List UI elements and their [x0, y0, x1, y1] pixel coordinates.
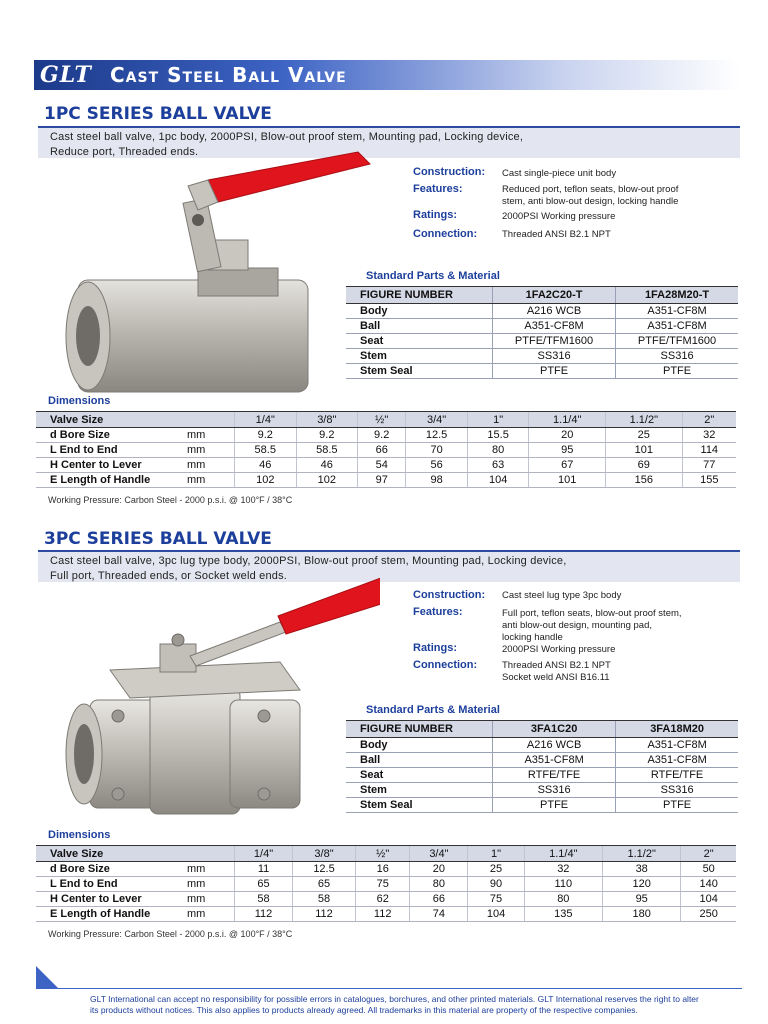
parts-header-cell: 1FA2C20-T — [493, 287, 616, 304]
table-row — [346, 304, 738, 319]
table-row — [36, 428, 736, 443]
dim-unit: mm — [183, 877, 235, 892]
dims-header-cell: 3/8" — [293, 846, 356, 862]
dim-value: 101 — [606, 443, 683, 458]
dim-value: 38 — [603, 862, 681, 877]
part-material: RTFE/TFE — [616, 768, 738, 783]
features-label: Features: — [413, 183, 463, 195]
table-row — [346, 334, 738, 349]
dim-value: 112 — [356, 907, 410, 922]
features-value-2: stem, anti blow-out design, locking handle — [502, 196, 679, 207]
dim-unit: mm — [183, 443, 235, 458]
dims-header-cell: ½" — [358, 412, 406, 428]
dim-value: 101 — [529, 473, 606, 488]
table-row — [346, 768, 738, 783]
part-material: PTFE/TFM1600 — [493, 334, 616, 349]
dim-value: 56 — [406, 458, 468, 473]
dims-header-cell: Valve Size — [36, 846, 183, 862]
part-material: PTFE — [616, 364, 738, 379]
part-material: RTFE/TFE — [493, 768, 616, 783]
table-row — [346, 319, 738, 334]
dims-header-cell: 1.1/4" — [524, 846, 602, 862]
part-material: SS316 — [493, 349, 616, 364]
dim-value: 66 — [410, 892, 468, 907]
table-row — [346, 349, 738, 364]
dim-value: 12.5 — [293, 862, 356, 877]
part-name: Body — [346, 738, 493, 753]
part-material: A351-CF8M — [616, 738, 738, 753]
dim-value: 104 — [681, 892, 736, 907]
desc-line-2: Reduce port, Threaded ends. — [50, 146, 199, 158]
table-row — [346, 364, 738, 379]
dims-header-cell: 1/4" — [235, 412, 297, 428]
dims-header-cell: 1.1/2" — [603, 846, 681, 862]
parts-header-cell: 3FA1C20 — [493, 721, 616, 738]
part-material: A216 WCB — [493, 304, 616, 319]
dim-value: 15.5 — [467, 428, 529, 443]
dim-label: H Center to Lever — [36, 458, 183, 473]
dim-value: 110 — [524, 877, 602, 892]
features-value-2: anti blow-out design, mounting pad, — [502, 620, 652, 631]
part-material: A351-CF8M — [616, 319, 738, 334]
dim-value: 120 — [603, 877, 681, 892]
dim-value: 250 — [681, 907, 736, 922]
dimensions-table-3pc — [36, 845, 736, 922]
section-3pc-title: 3PC SERIES BALL VALVE — [44, 529, 272, 549]
dim-value: 155 — [682, 473, 736, 488]
part-name: Ball — [346, 753, 493, 768]
dim-unit: mm — [183, 428, 235, 443]
dimensions-table-1pc — [36, 411, 736, 488]
dim-value: 20 — [410, 862, 468, 877]
parts-title: Standard Parts & Material — [366, 270, 500, 282]
part-name: Stem Seal — [346, 798, 493, 813]
dim-value: 75 — [356, 877, 410, 892]
dims-header-cell: 3/4" — [410, 846, 468, 862]
dims-header-cell: 2" — [681, 846, 736, 862]
table-row — [346, 753, 738, 768]
table-row — [36, 862, 736, 877]
dim-value: 9.2 — [296, 428, 358, 443]
dim-value: 135 — [524, 907, 602, 922]
dim-value: 67 — [529, 458, 606, 473]
dim-value: 114 — [682, 443, 736, 458]
dim-unit: mm — [183, 907, 235, 922]
dims-header-cell: ½" — [356, 846, 410, 862]
dim-value: 16 — [356, 862, 410, 877]
part-material: SS316 — [493, 783, 616, 798]
dim-value: 20 — [529, 428, 606, 443]
table-row — [346, 798, 738, 813]
dim-value: 50 — [681, 862, 736, 877]
dim-value: 66 — [358, 443, 406, 458]
dim-value: 9.2 — [235, 428, 297, 443]
dim-value: 58 — [235, 892, 293, 907]
dim-value: 74 — [410, 907, 468, 922]
dim-value: 80 — [410, 877, 468, 892]
dimensions-title: Dimensions — [48, 829, 111, 841]
dim-label: d Bore Size — [36, 428, 183, 443]
dim-value: 70 — [406, 443, 468, 458]
part-name: Ball — [346, 319, 493, 334]
dim-unit: mm — [183, 892, 235, 907]
table-row — [36, 443, 736, 458]
construction-value: Cast steel lug type 3pc body — [502, 590, 622, 601]
ratings-label: Ratings: — [413, 209, 457, 221]
dim-value: 97 — [358, 473, 406, 488]
table-row — [36, 907, 736, 922]
features-value-1: Full port, teflon seats, blow-out proof stem, — [502, 608, 682, 619]
construction-label: Construction: — [413, 589, 486, 601]
dim-value: 104 — [468, 907, 524, 922]
dim-value: 25 — [606, 428, 683, 443]
dim-value: 75 — [468, 892, 524, 907]
ratings-value: 2000PSI Working pressure — [502, 211, 616, 222]
part-material: PTFE/TFM1600 — [616, 334, 738, 349]
connection-label: Connection: — [413, 659, 478, 671]
dim-label: L End to End — [36, 443, 183, 458]
dim-unit: mm — [183, 862, 235, 877]
dims-header-cell: 1.1/4" — [529, 412, 606, 428]
construction-label: Construction: — [413, 166, 486, 178]
dim-value: 9.2 — [358, 428, 406, 443]
dim-value: 69 — [606, 458, 683, 473]
working-pressure-note: Working Pressure: Carbon Steel - 2000 p.s.i. @ 100°F / 38°C — [48, 495, 293, 505]
dim-value: 54 — [358, 458, 406, 473]
footer-disclaimer — [90, 994, 730, 1016]
dim-value: 25 — [468, 862, 524, 877]
ratings-label: Ratings: — [413, 642, 457, 654]
dim-value: 140 — [681, 877, 736, 892]
desc-line-2: Full port, Threaded ends, or Socket weld ends. — [50, 570, 288, 582]
dim-value: 46 — [296, 458, 358, 473]
dim-label: H Center to Lever — [36, 892, 183, 907]
valve-1pc-photo — [58, 140, 378, 400]
part-material: PTFE — [493, 798, 616, 813]
dims-header-row — [36, 846, 736, 862]
parts-header-cell: 1FA28M20-T — [616, 287, 738, 304]
part-material: A351-CF8M — [493, 319, 616, 334]
dims-header-cell: 1.1/2" — [606, 412, 683, 428]
section-1pc-title: 1PC SERIES BALL VALVE — [44, 104, 272, 124]
table-row — [346, 783, 738, 798]
dim-value: 98 — [406, 473, 468, 488]
dim-value: 65 — [235, 877, 293, 892]
part-name: Body — [346, 304, 493, 319]
parts-header-cell: FIGURE NUMBER — [346, 721, 493, 738]
features-label: Features: — [413, 606, 463, 618]
table-row — [36, 458, 736, 473]
part-material: A216 WCB — [493, 738, 616, 753]
dim-value: 58.5 — [235, 443, 297, 458]
dim-unit: mm — [183, 458, 235, 473]
dim-value: 12.5 — [406, 428, 468, 443]
dim-value: 62 — [356, 892, 410, 907]
parts-header-row — [346, 721, 738, 738]
dims-header-cell: 2" — [682, 412, 736, 428]
dim-value: 58 — [293, 892, 356, 907]
dims-header-cell — [183, 846, 235, 862]
dims-header-cell: 1/4" — [235, 846, 293, 862]
dim-value: 63 — [467, 458, 529, 473]
construction-value: Cast single-piece unit body — [502, 168, 617, 179]
footer-line-2: its products without notices. This also applies to products already agreed. All trademarks in this material are property of the respective companies. — [90, 1005, 638, 1015]
dim-value: 80 — [467, 443, 529, 458]
part-material: SS316 — [616, 349, 738, 364]
table-row — [36, 877, 736, 892]
table-row — [346, 738, 738, 753]
corner-triangle-icon — [36, 966, 58, 988]
dim-value: 104 — [467, 473, 529, 488]
table-row — [36, 473, 736, 488]
dim-value: 32 — [524, 862, 602, 877]
dim-label: E Length of Handle — [36, 907, 183, 922]
desc-line-1: Cast steel ball valve, 1pc body, 2000PSI, Blow-out proof stem, Mounting pad, Locking device, — [50, 131, 524, 143]
connection-value: Threaded ANSI B2.1 NPT — [502, 229, 611, 240]
working-pressure-note: Working Pressure: Carbon Steel - 2000 p.s.i. @ 100°F / 38°C — [48, 929, 293, 939]
part-material: A351-CF8M — [616, 753, 738, 768]
page-title: Cast Steel Ball Valve — [110, 63, 347, 87]
dim-value: 156 — [606, 473, 683, 488]
dim-value: 77 — [682, 458, 736, 473]
dim-value: 58.5 — [296, 443, 358, 458]
dims-header-cell — [183, 412, 235, 428]
dim-label: L End to End — [36, 877, 183, 892]
dim-value: 112 — [293, 907, 356, 922]
parts-header-row — [346, 287, 738, 304]
features-value-1: Reduced port, teflon seats, blow-out proof — [502, 184, 679, 195]
dim-value: 102 — [296, 473, 358, 488]
dim-value: 102 — [235, 473, 297, 488]
dim-value: 90 — [468, 877, 524, 892]
parts-header-cell: 3FA18M20 — [616, 721, 738, 738]
part-material: PTFE — [493, 364, 616, 379]
dims-header-cell: 1" — [467, 412, 529, 428]
dim-value: 112 — [235, 907, 293, 922]
table-row — [36, 892, 736, 907]
dim-value: 180 — [603, 907, 681, 922]
dim-label: d Bore Size — [36, 862, 183, 877]
dim-value: 32 — [682, 428, 736, 443]
part-name: Stem Seal — [346, 364, 493, 379]
dim-value: 65 — [293, 877, 356, 892]
dims-header-row — [36, 412, 736, 428]
dims-header-cell: 3/4" — [406, 412, 468, 428]
features-value-3: locking handle — [502, 632, 563, 643]
valve-3pc-photo — [50, 570, 380, 820]
parts-title: Standard Parts & Material — [366, 704, 500, 716]
dim-value: 11 — [235, 862, 293, 877]
part-material: A351-CF8M — [616, 304, 738, 319]
part-material: PTFE — [616, 798, 738, 813]
ratings-value: 2000PSI Working pressure — [502, 644, 616, 655]
connection-value-2: Socket weld ANSI B16.11 — [502, 672, 610, 683]
dimensions-title: Dimensions — [48, 395, 111, 407]
footer-line-1: GLT International can accept no responsibility for possible errors in catalogues, borchures, and other printed materials. GLT International reserves the right to alter — [90, 994, 699, 1004]
part-name: Seat — [346, 334, 493, 349]
part-name: Stem — [346, 349, 493, 364]
part-material: A351-CF8M — [493, 753, 616, 768]
dims-header-cell: 1" — [468, 846, 524, 862]
part-name: Stem — [346, 783, 493, 798]
dim-label: E Length of Handle — [36, 473, 183, 488]
dim-value: 95 — [603, 892, 681, 907]
dim-value: 80 — [524, 892, 602, 907]
connection-label: Connection: — [413, 228, 478, 240]
dim-value: 95 — [529, 443, 606, 458]
dim-unit: mm — [183, 473, 235, 488]
parts-header-cell: FIGURE NUMBER — [346, 287, 493, 304]
part-material: SS316 — [616, 783, 738, 798]
dims-header-cell: 3/8" — [296, 412, 358, 428]
part-name: Seat — [346, 768, 493, 783]
footer-divider — [36, 988, 742, 989]
connection-value-1: Threaded ANSI B2.1 NPT — [502, 660, 611, 671]
parts-table-1pc — [346, 286, 738, 379]
dims-header-cell: Valve Size — [36, 412, 183, 428]
dim-value: 46 — [235, 458, 297, 473]
parts-table-3pc — [346, 720, 738, 813]
glt-logo: GLT — [40, 62, 92, 88]
desc-line-1: Cast steel ball valve, 3pc lug type body, 2000PSI, Blow-out proof stem, Mounting pad, Locking device, — [50, 555, 567, 567]
